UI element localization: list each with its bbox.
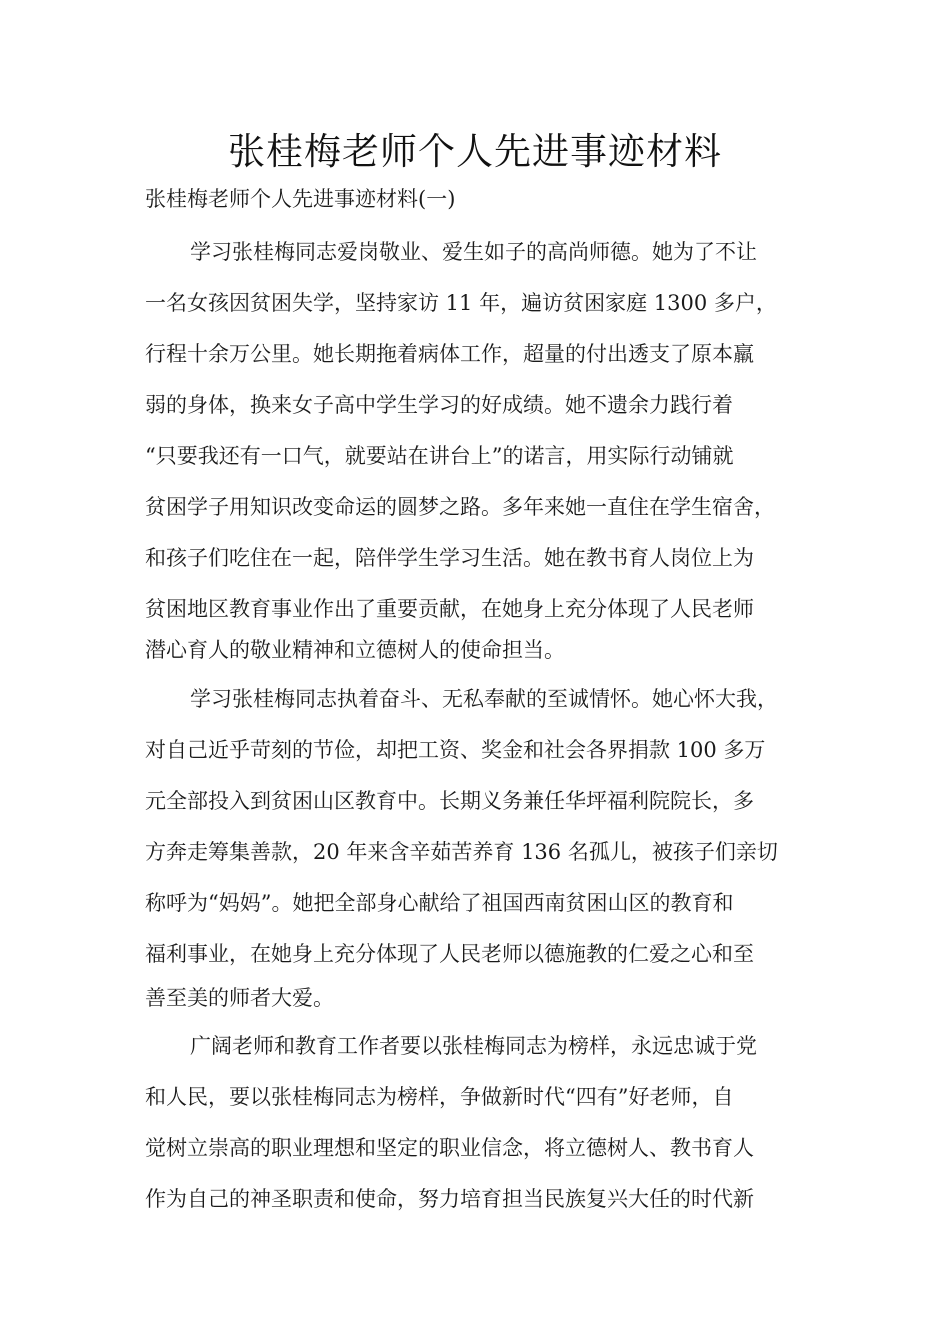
paragraph-line: 和人民，要以张桂梅同志为榜样，争做新时代“四有”好老师，自	[145, 1085, 734, 1109]
paragraph-line: 作为自己的神圣职责和使命，努力培育担当民族复兴大任的时代新	[145, 1187, 754, 1211]
paragraph-line: 潜心育人的敬业精神和立德树人的使命担当。	[145, 638, 565, 662]
paragraph-line: 福利事业，在她身上充分体现了人民老师以德施教的仁爱之心和至	[145, 942, 754, 966]
paragraph-line: 和孩子们吃住在一起，陪伴学生学习生活。她在教书育人岗位上为	[145, 546, 754, 570]
paragraph-line: 称呼为“妈妈”。她把全部身心献给了祖国西南贫困山区的教育和	[145, 891, 734, 915]
paragraph-line: 元全部投入到贫困山区教育中。长期义务兼任华坪福利院院长，多	[145, 789, 754, 813]
paragraph-line: 广阔老师和教育工作者要以张桂梅同志为榜样，永远忠诚于党	[190, 1034, 757, 1058]
paragraph-line: 弱的身体，换来女子高中学生学习的好成绩。她不遗余力践行着	[145, 393, 733, 417]
paragraph-line: 学习张桂梅同志执着奋斗、无私奉献的至诚情怀。她心怀大我，	[190, 687, 778, 711]
paragraph-line: “只要我还有一口气，就要站在讲台上”的诺言，用实际行动铺就	[145, 444, 734, 468]
paragraph-line: 觉树立崇高的职业理想和坚定的职业信念，将立德树人、教书育人	[145, 1136, 754, 1160]
paragraph-line: 贫困地区教育事业作出了重要贡献，在她身上充分体现了人民老师	[145, 597, 754, 621]
paragraph-line: 一名女孩因贫困失学，坚持家访 11 年，遍访贫困家庭 1300 多户，	[145, 291, 777, 315]
page-title: 张桂梅老师个人先进事迹材料	[228, 130, 722, 173]
paragraph-line: 行程十余万公里。她长期拖着病体工作，超量的付出透支了原本羸	[145, 342, 754, 366]
document-subtitle: 张桂梅老师个人先进事迹材料(一)	[145, 187, 456, 211]
paragraph-line: 善至美的师者大爱。	[145, 986, 334, 1010]
paragraph-line: 学习张桂梅同志爱岗敬业、爱生如子的高尚师德。她为了不让	[190, 240, 757, 264]
paragraph-line: 对自己近乎苛刻的节俭，却把工资、奖金和社会各界捐款 100 多万	[145, 738, 766, 762]
paragraph-line: 方奔走筹集善款，20 年来含辛茹苦养育 136 名孤儿，被孩子们亲切	[145, 840, 778, 864]
paragraph-line: 贫困学子用知识改变命运的圆梦之路。多年来她一直住在学生宿舍，	[145, 495, 775, 519]
